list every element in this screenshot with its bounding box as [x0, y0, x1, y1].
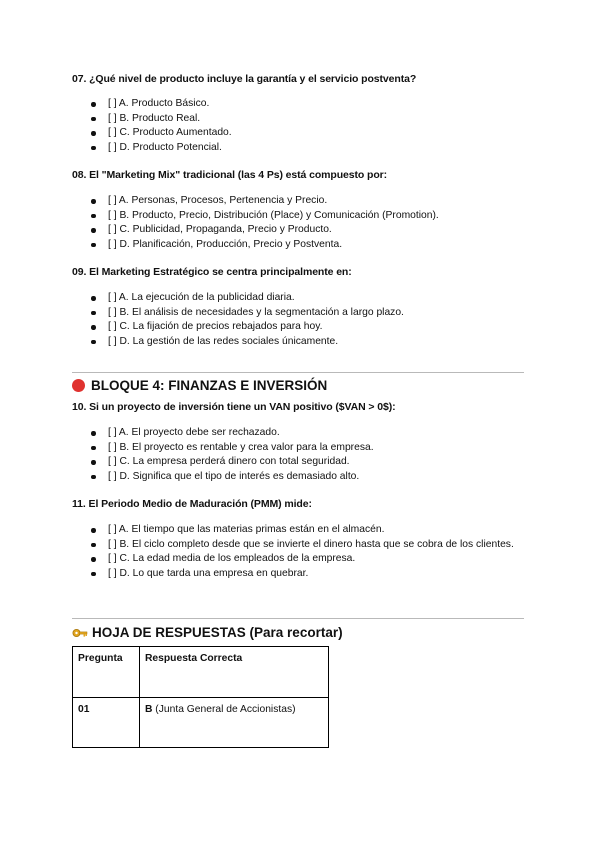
- question-10-title: 10. Si un proyecto de inversión tiene un VAN positivo ($VAN > 0$):: [72, 401, 396, 413]
- option-08-d: [ ] D. Planificación, Producción, Precio y Postventa.: [72, 238, 522, 253]
- option-09-c: [ ] C. La fijación de precios rebajados para hoy.: [72, 320, 522, 335]
- block-4-title: BLOQUE 4: FINANZAS E INVERSIÓN: [91, 378, 328, 393]
- option-07-c: [ ] C. Producto Aumentado.: [72, 126, 522, 141]
- question-08-title: 08. El "Marketing Mix" tradicional (las 4 Ps) está compuesto por:: [72, 169, 388, 181]
- question-09-title: 09. El Marketing Estratégico se centra principalmente en:: [72, 266, 352, 278]
- question-11-title: 11. El Periodo Medio de Maduración (PMM) mide:: [72, 498, 312, 510]
- table-row: [73, 698, 329, 748]
- divider-1: [72, 372, 524, 373]
- block-4-heading: [72, 378, 327, 393]
- option-09-b: [ ] B. El análisis de necesidades y la segmentación a largo plazo.: [72, 306, 522, 321]
- option-11-d: [ ] D. Lo que tarda una empresa en quebrar.: [72, 567, 522, 582]
- option-08-a: [ ] A. Personas, Procesos, Pertenencia y Precio.: [72, 194, 522, 209]
- option-07-a: [ ] A. Producto Básico.: [72, 97, 522, 112]
- option-08-c: [ ] C. Publicidad, Propaganda, Precio y Producto.: [72, 223, 522, 238]
- question-07-title: 07. ¿Qué nivel de producto incluye la garantía y el servicio postventa?: [72, 73, 417, 85]
- option-10-b: [ ] B. El proyecto es rentable y crea valor para la empresa.: [72, 441, 522, 456]
- answer-table: [72, 646, 329, 748]
- header-respuesta: Respuesta Correcta: [140, 647, 329, 698]
- answer-sheet-title: HOJA DE RESPUESTAS (Para recortar): [92, 625, 343, 640]
- option-11-c: [ ] C. La edad media de los empleados de la empresa.: [72, 552, 522, 567]
- option-10-d: [ ] D. Significa que el tipo de interés es demasiado alto.: [72, 470, 522, 485]
- key-icon: [72, 626, 88, 640]
- answer-table-header: [73, 647, 329, 698]
- header-pregunta: Pregunta: [73, 647, 140, 698]
- question-08-options: [72, 194, 522, 252]
- red-circle-icon: [72, 379, 85, 392]
- option-11-a: [ ] A. El tiempo que las materias primas están en el almacén.: [72, 523, 522, 538]
- question-09-options: [72, 291, 522, 349]
- answer-text: (Junta General de Accionistas): [152, 704, 296, 715]
- question-10-options: [72, 426, 522, 484]
- answer-question-number: 01: [73, 698, 140, 748]
- option-11-b: [ ] B. El ciclo completo desde que se invierte el dinero hasta que se cobra de los clientes.: [72, 538, 522, 553]
- question-11-options: [72, 523, 522, 581]
- question-07-options: [72, 97, 522, 155]
- option-07-b: [ ] B. Producto Real.: [72, 112, 522, 127]
- answer-letter: B: [145, 704, 153, 715]
- answer-cell: [140, 698, 329, 748]
- option-10-c: [ ] C. La empresa perderá dinero con total seguridad.: [72, 455, 522, 470]
- option-09-a: [ ] A. La ejecución de la publicidad diaria.: [72, 291, 522, 306]
- option-10-a: [ ] A. El proyecto debe ser rechazado.: [72, 426, 522, 441]
- option-09-d: [ ] D. La gestión de las redes sociales únicamente.: [72, 335, 522, 350]
- option-07-d: [ ] D. Producto Potencial.: [72, 141, 522, 156]
- option-08-b: [ ] B. Producto, Precio, Distribución (Place) y Comunicación (Promotion).: [72, 209, 522, 224]
- answer-sheet-heading: [72, 625, 343, 640]
- divider-2: [72, 618, 524, 619]
